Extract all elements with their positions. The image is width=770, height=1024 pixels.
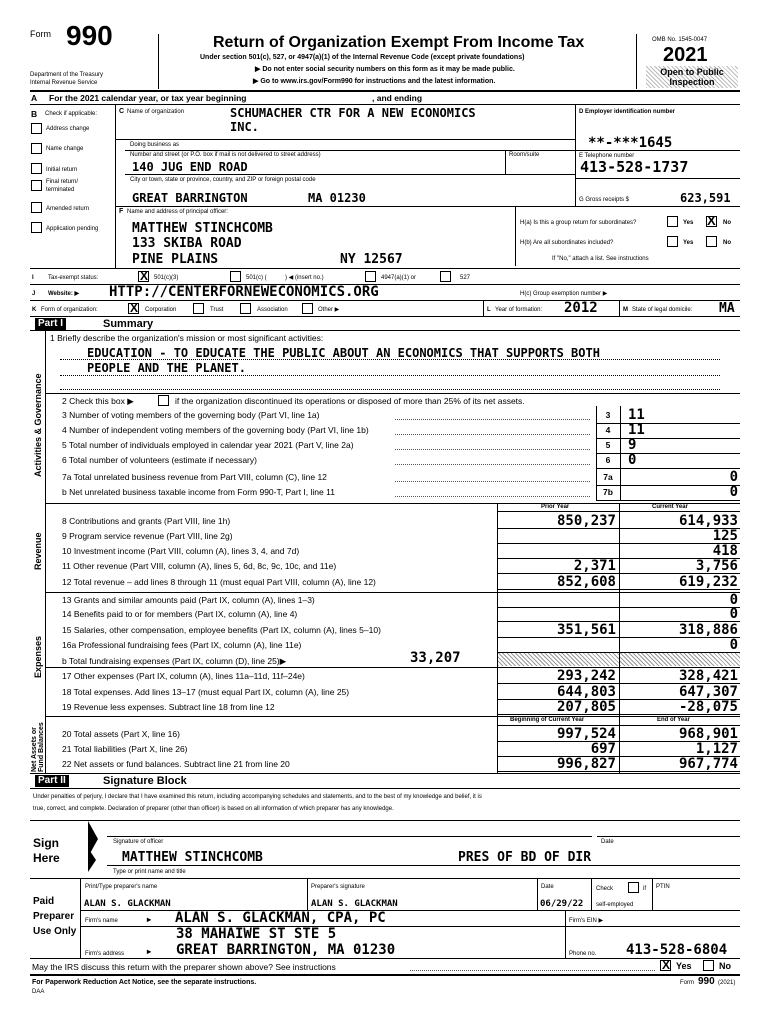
gross-receipts-value: 623,591 xyxy=(680,191,731,205)
gov-line-leader xyxy=(395,464,590,465)
preparer-signature: ALAN S. GLACKMAN xyxy=(311,899,398,909)
firm-address-arrow: ▸ xyxy=(147,947,152,956)
ein-value: **-***1645 xyxy=(588,135,673,151)
status-4947-checkbox[interactable] xyxy=(365,271,376,282)
gov-row-rule xyxy=(596,438,740,439)
preparer-sig-label: Preparer's signature xyxy=(311,884,365,890)
preparer-label: Preparer xyxy=(33,911,75,922)
gov-line-value: 0 xyxy=(729,484,738,500)
principal-street: 133 SKIBA ROAD xyxy=(132,236,242,251)
line-2-text: 2 Check this box ▶ xyxy=(62,396,134,406)
year-formation-label: Year of formation: xyxy=(495,307,543,313)
gov-line-number: 5 xyxy=(605,440,611,450)
c-label: C xyxy=(119,108,125,115)
open-public: Open to Public xyxy=(660,67,724,77)
footer-form-label: Form xyxy=(680,980,694,986)
initial-return-checkbox[interactable] xyxy=(31,163,42,174)
rev-line-text: 9 Program service revenue (Part VIII, line 2g) xyxy=(62,531,233,541)
name-change-checkbox[interactable] xyxy=(31,143,42,154)
exp-line-text: 16a Professional fundraising fees (Part IX, column (A), line 11e) xyxy=(62,640,302,650)
org-name: SCHUMACHER CTR FOR A NEW ECONOMICS xyxy=(230,106,476,120)
final-return-checkbox[interactable] xyxy=(31,180,42,191)
association-label: Association xyxy=(257,307,288,313)
gov-line-number: 7b xyxy=(603,487,613,497)
firm-name-arrow: ▸ xyxy=(147,915,152,924)
firm-address-1: 38 MAHAIWE ST STE 5 xyxy=(176,926,337,942)
irs-label: Internal Revenue Service xyxy=(30,80,98,86)
application-pending-checkbox[interactable] xyxy=(31,222,42,233)
domicile-label: State of legal domicile: xyxy=(632,307,693,313)
line-j-label: J xyxy=(32,291,36,297)
exp2-current-value: 328,421 xyxy=(678,668,738,684)
rev-prior-value: 850,237 xyxy=(556,513,616,529)
side-expenses: Expenses xyxy=(33,635,43,678)
gov-row-rule xyxy=(596,423,740,424)
discuss-no-label: No xyxy=(719,961,731,971)
na-line-text: 22 Net assets or fund balances. Subtract line 21 from line 20 xyxy=(62,759,290,769)
gov-line-text: 5 Total number of individuals employed in calendar year 2021 (Part V, line 2a) xyxy=(62,440,354,450)
phone-label: E Telephone number xyxy=(579,153,635,159)
final-return-label: Final return/ xyxy=(46,179,79,185)
address-change-label: Address change xyxy=(46,126,90,132)
gov-line-number: 3 xyxy=(605,410,611,420)
sign-arrow-2 xyxy=(88,848,96,872)
rev-prior-value: 852,608 xyxy=(556,574,616,590)
gov-line-value: 11 xyxy=(628,407,645,423)
phone-value: 413-528-1737 xyxy=(580,158,689,176)
ha-yes-label: Yes xyxy=(683,220,694,226)
city: GREAT BARRINGTON xyxy=(132,191,248,205)
gov-line-text: 4 Number of independent voting members of the governing body (Part VI, line 1b) xyxy=(62,425,369,435)
side-revenue: Revenue xyxy=(33,532,43,570)
hb-yes-label: Yes xyxy=(683,240,694,246)
firm-name-label: Firm's name xyxy=(85,918,118,924)
money-row-rule xyxy=(497,771,740,772)
gov-line-value: 9 xyxy=(628,437,637,453)
exp-line-text: 15 Salaries, other compensation, employee benefits (Part IX, column (A), lines 5–10) xyxy=(62,625,381,635)
rev-current-value: 614,933 xyxy=(678,513,738,529)
status-501c3-checkbox[interactable] xyxy=(138,271,149,282)
year-formation-value: 2012 xyxy=(564,300,598,316)
hb-no-label: No xyxy=(723,240,731,246)
gov-line-value: 0 xyxy=(628,452,637,468)
gov-col-rule-2 xyxy=(620,406,621,501)
firm-address-2: GREAT BARRINGTON, MA 01230 xyxy=(176,942,396,958)
discuss-yes-label: Yes xyxy=(676,961,692,971)
type-name-label: Type or print name and title xyxy=(113,869,186,875)
signature-officer-label: Signature of officer xyxy=(113,839,164,845)
exp2-current-value: 647,307 xyxy=(678,684,738,700)
na-prior-value: 996,827 xyxy=(556,756,616,772)
rev-current-value: 125 xyxy=(712,528,738,544)
association-checkbox[interactable] xyxy=(240,303,251,314)
mission-line-2: PEOPLE AND THE PLANET. xyxy=(87,361,246,375)
penalty-text-1: Under penalties of perjury, I declare that I have examined this return, including accompanying schedules and statements, and to the best of my knowledge and belief, it is xyxy=(33,794,482,800)
city-label: City or town, state or province, country, and ZIP or foreign postal code xyxy=(130,177,316,183)
money-row-rule xyxy=(497,589,740,590)
rev-current-value: 619,232 xyxy=(678,574,738,590)
dba-label: Doing business as xyxy=(130,142,180,148)
preparer-date-label: Date xyxy=(541,884,554,890)
part-1-title: Summary xyxy=(103,318,154,330)
gov-line-text: 3 Number of voting members of the governing body (Part VI, line 1a) xyxy=(62,410,320,420)
website-label: Website: ▶ xyxy=(48,291,80,297)
gov-line-number: 7a xyxy=(603,472,613,482)
exp2-prior-value: 293,242 xyxy=(556,668,616,684)
sign-label: Sign xyxy=(33,836,59,850)
street-label: Number and street (or P.O. box if mail is not delivered to street address) xyxy=(130,152,321,158)
tax-year: 2021 xyxy=(663,44,708,66)
self-employed-label: self-employed xyxy=(596,902,634,908)
gov-line-text: b Net unrelated business taxable income from Form 990-T, Part I, line 11 xyxy=(62,487,335,497)
gov-line-number: 6 xyxy=(605,455,611,465)
discuss-question: May the IRS discuss this return with the preparer shown above? See instructions xyxy=(32,962,336,972)
status-501c-insert: ) ◀ (insert no.) xyxy=(285,275,324,281)
rev-current-value: 418 xyxy=(712,543,738,559)
website-url[interactable]: HTTP://CENTERFORNEWECONOMICS.ORG xyxy=(109,284,379,300)
trust-checkbox[interactable] xyxy=(193,303,204,314)
gov-row-rule xyxy=(596,453,740,454)
paid-label: Paid xyxy=(33,896,55,907)
hb-yes-checkbox[interactable] xyxy=(667,236,678,247)
shaded-current-16b xyxy=(620,653,740,666)
na-current-value: 968,901 xyxy=(678,726,738,742)
dept-label: Department of the Treasury xyxy=(30,72,104,78)
gov-line-leader xyxy=(395,449,590,450)
gov-line-text: 6 Total number of volunteers (estimate if necessary) xyxy=(62,455,257,465)
hc-label: H(c) Group exemption number ▶ xyxy=(520,291,608,297)
status-527-checkbox[interactable] xyxy=(440,271,451,282)
gov-row-rule xyxy=(596,468,740,469)
na-prior-value: 997,524 xyxy=(556,726,616,742)
line-16b-text: b Total fundraising expenses (Part IX, column (D), line 25)▶ xyxy=(62,656,287,666)
trust-label: Trust xyxy=(210,307,224,313)
omb-number: OMB No. 1545-0047 xyxy=(652,37,708,43)
status-501c-label: 501(c) ( xyxy=(246,275,267,281)
exp-current-value: 318,886 xyxy=(678,622,738,638)
preparer-name-label: Print/Type preparer's name xyxy=(85,884,158,890)
na-current-value: 967,774 xyxy=(678,756,738,772)
org-name-2: INC. xyxy=(230,120,259,134)
na-prior-value: 697 xyxy=(590,741,616,757)
daa-label: DAA xyxy=(32,989,45,995)
check-label: Check xyxy=(596,886,614,892)
eoy-header: End of Year xyxy=(657,717,690,723)
inspection-box xyxy=(646,66,738,88)
firm-phone: 413-528-6804 xyxy=(626,942,728,958)
discuss-yes-checkbox[interactable] xyxy=(660,960,671,971)
exp-line-text: 14 Benefits paid to or for members (Part IX, column (A), line 4) xyxy=(62,609,298,619)
gov-line-leader xyxy=(395,419,590,420)
address-change-checkbox[interactable] xyxy=(31,123,42,134)
gov-line-leader xyxy=(395,481,590,482)
exp2-line-text: 17 Other expenses (Part IX, column (A), lines 11a–11d, 11f–24e) xyxy=(62,671,305,681)
status-501c-checkbox[interactable] xyxy=(230,271,241,282)
exp2-line-text: 18 Total expenses. Add lines 13–17 (must equal Part IX, column (A), line 25) xyxy=(62,687,350,697)
terminated-label: terminated xyxy=(46,187,75,193)
penalty-text-2: true, correct, and complete. Declaration of preparer (other than officer) is based on all information of which preparer has any knowledge. xyxy=(33,806,394,812)
rev-prior-value: 2,371 xyxy=(573,558,616,574)
initial-return-label: Initial return xyxy=(46,167,78,173)
na-line-text: 20 Total assets (Part X, line 16) xyxy=(62,729,180,739)
inspection-label: Inspection xyxy=(669,77,715,87)
money-row-rule xyxy=(497,543,740,544)
gross-receipts-label: G Gross receipts $ xyxy=(579,197,630,203)
hb-no-checkbox[interactable] xyxy=(706,236,717,247)
ptin-label: PTIN xyxy=(656,884,670,890)
amended-return-label: Amended return xyxy=(46,206,90,212)
other-org-label: Other ▶ xyxy=(318,307,340,313)
principal-city: PINE PLAINS xyxy=(132,252,219,267)
money-row-rule xyxy=(497,637,740,638)
corporation-mark: X xyxy=(130,301,139,315)
ha-question: H(a) Is this a group return for subordinates? xyxy=(520,220,637,226)
state-zip: MA 01230 xyxy=(308,191,366,205)
section-b-title: Check if applicable: xyxy=(45,111,98,117)
gov-line-number: 4 xyxy=(605,425,611,435)
line-2-text-b: if the organization discontinued its operations or disposed of more than 25% of its net assets. xyxy=(175,396,525,406)
form-number: 990 xyxy=(66,20,113,51)
line-a-text: For the 2021 calendar year, or tax year beginning xyxy=(49,93,247,103)
gov-line-value: 11 xyxy=(628,422,645,438)
firm-address-label: Firm's address xyxy=(85,951,125,957)
gov-line-value: 0 xyxy=(729,469,738,485)
instructions-link[interactable]: ▶ Go to www.irs.gov/Form990 for instructions and the latest information. xyxy=(253,78,496,85)
boy-header: Beginning of Current Year xyxy=(510,717,585,723)
principal-name: MATTHEW STINCHCOMB xyxy=(132,221,273,236)
line-a-label: A xyxy=(31,93,38,103)
rev-line-text: 10 Investment income (Part VIII, column (A), lines 3, 4, and 7d) xyxy=(62,546,300,556)
amended-return-checkbox[interactable] xyxy=(31,202,42,213)
officer-signature-name: MATTHEW STINCHCOMB xyxy=(122,850,263,865)
corporation-checkbox[interactable] xyxy=(128,303,139,314)
form-label: Form xyxy=(30,29,51,39)
ha-no-mark: X xyxy=(707,213,716,228)
rev-current-value: 3,756 xyxy=(695,558,738,574)
exp-prior-value: 351,561 xyxy=(556,622,616,638)
footer-form-year: (2021) xyxy=(718,980,736,986)
section-b-label: B xyxy=(31,109,38,119)
side-net-assets: Net Assets or xyxy=(31,727,38,772)
money-row-rule xyxy=(497,528,740,529)
f-label: F xyxy=(119,208,124,215)
line-l-label: L xyxy=(487,307,491,313)
street-address: 140 JUG END ROAD xyxy=(132,160,248,174)
rev-line-text: 12 Total revenue – add lines 8 through 11 (must equal Part VIII, column (A), line 12) xyxy=(62,577,376,587)
corporation-label: Corporation xyxy=(145,307,177,313)
sign-date-label: Date xyxy=(601,839,614,845)
form-title: Return of Organization Exempt From Income Tax xyxy=(213,34,585,51)
line-16b-value: 33,207 xyxy=(410,650,461,666)
org-name-label: Name of organization xyxy=(127,109,185,115)
status-501c3-mark: X xyxy=(140,269,149,283)
part-2-title: Signature Block xyxy=(103,775,187,787)
exp2-line-text: 19 Revenue less expenses. Subtract line 18 from line 12 xyxy=(62,702,275,712)
line-a-ending: , and ending xyxy=(372,93,423,103)
gov-col-rule-1 xyxy=(596,406,597,501)
other-org-checkbox[interactable] xyxy=(302,303,313,314)
na-line-text: 21 Total liabilities (Part X, line 26) xyxy=(62,744,188,754)
ha-yes-checkbox[interactable] xyxy=(667,216,678,227)
shaded-prior-16b xyxy=(498,653,619,666)
firm-ein-label: Firm's EIN ▶ xyxy=(569,918,604,924)
money-row-rule xyxy=(497,714,740,715)
here-label: Here xyxy=(33,851,60,865)
line-k-label: K xyxy=(32,307,37,313)
name-change-label: Name change xyxy=(46,146,84,152)
gov-row-rule xyxy=(596,485,740,486)
hb-question: H(b) Are all subordinates included? xyxy=(520,240,614,246)
current-year-header: Current Year xyxy=(652,504,688,510)
hb-note: If "No," attach a list. See instructions xyxy=(552,256,649,262)
na-current-value: 1,127 xyxy=(695,741,738,757)
exp2-prior-value: 207,805 xyxy=(556,699,616,715)
side-fund-balances: Fund Balances xyxy=(38,722,45,772)
if-label: if xyxy=(643,886,646,892)
discuss-yes-mark: X xyxy=(662,958,671,972)
tax-exempt-label: Tax-exempt status: xyxy=(48,275,99,281)
officer-title: PRES OF BD OF DIR xyxy=(458,850,592,865)
form-of-org-label: Form of organization: xyxy=(41,307,98,313)
status-4947-label: 4947(a)(1) or xyxy=(381,275,417,281)
rev-line-text: 11 Other revenue (Part VIII, column (A), lines 5, 6d, 8c, 9c, 10c, and 11e) xyxy=(62,561,337,571)
gov-row-rule xyxy=(596,500,740,501)
ha-no-checkbox[interactable] xyxy=(706,213,717,228)
form-subtitle: Under section 501(c), 527, or 4947(a)(1) of the Internal Revenue Code (except private foundations) xyxy=(200,54,525,61)
rev-line-text: 8 Contributions and grants (Part VIII, line 1h) xyxy=(62,516,231,526)
application-pending-label: Application pending xyxy=(46,226,99,232)
domicile-value: MA xyxy=(719,301,735,316)
gov-line-leader xyxy=(395,496,590,497)
preparer-name: ALAN S. GLACKMAN xyxy=(84,899,171,909)
discuss-no-checkbox[interactable] xyxy=(703,960,714,971)
status-527-label: 527 xyxy=(460,275,471,281)
prior-year-header: Prior Year xyxy=(541,504,570,510)
part-1-tag: Part I xyxy=(35,318,66,330)
discontinued-checkbox[interactable] xyxy=(158,395,169,406)
gov-line-leader xyxy=(395,434,590,435)
line-i-label: I xyxy=(32,275,34,281)
use-only-label: Use Only xyxy=(33,926,77,937)
preparer-date: 06/29/22 xyxy=(540,899,584,909)
side-activities: Activities & Governance xyxy=(33,373,43,477)
gov-line-text: 7a Total unrelated business revenue from Part VIII, column (C), line 12 xyxy=(62,472,327,482)
exp2-prior-value: 644,803 xyxy=(556,684,616,700)
status-501c3-label: 501(c)(3) xyxy=(154,275,179,281)
firm-name: ALAN S. GLACKMAN, CPA, PC xyxy=(175,910,386,926)
exp-current-value: 0 xyxy=(729,637,738,653)
self-employed-checkbox[interactable] xyxy=(628,882,639,893)
mission-line-1: EDUCATION - TO EDUCATE THE PUBLIC ABOUT AN ECONOMICS THAT SUPPORTS BOTH xyxy=(87,346,600,360)
exp-current-value: 0 xyxy=(729,606,738,622)
firm-phone-label: Phone no. xyxy=(569,951,597,957)
exp2-current-value: -28,075 xyxy=(678,699,738,715)
footer-form-number: 990 xyxy=(698,976,715,987)
paperwork-notice: For Paperwork Reduction Act Notice, see the separate instructions. xyxy=(32,979,257,986)
ssn-warning: ▶ Do not enter social security numbers on this form as it may be made public. xyxy=(255,66,515,73)
part-2-tag: Part II xyxy=(35,775,69,787)
money-row-rule xyxy=(497,607,740,608)
ha-no-label: No xyxy=(723,220,731,226)
exp-current-value: 0 xyxy=(729,592,738,608)
room-suite-label: Room/suite xyxy=(509,152,540,158)
line-m-label: M xyxy=(623,307,628,313)
principal-label: Name and address of principal officer: xyxy=(127,209,228,215)
exp-line-text: 13 Grants and similar amounts paid (Part IX, column (A), lines 1–3) xyxy=(62,595,315,605)
principal-state-zip: NY 12567 xyxy=(340,252,403,267)
line-1-text: 1 Briefly describe the organization's mission or most significant activities: xyxy=(50,333,324,343)
ein-label: D Employer identification number xyxy=(579,109,676,115)
